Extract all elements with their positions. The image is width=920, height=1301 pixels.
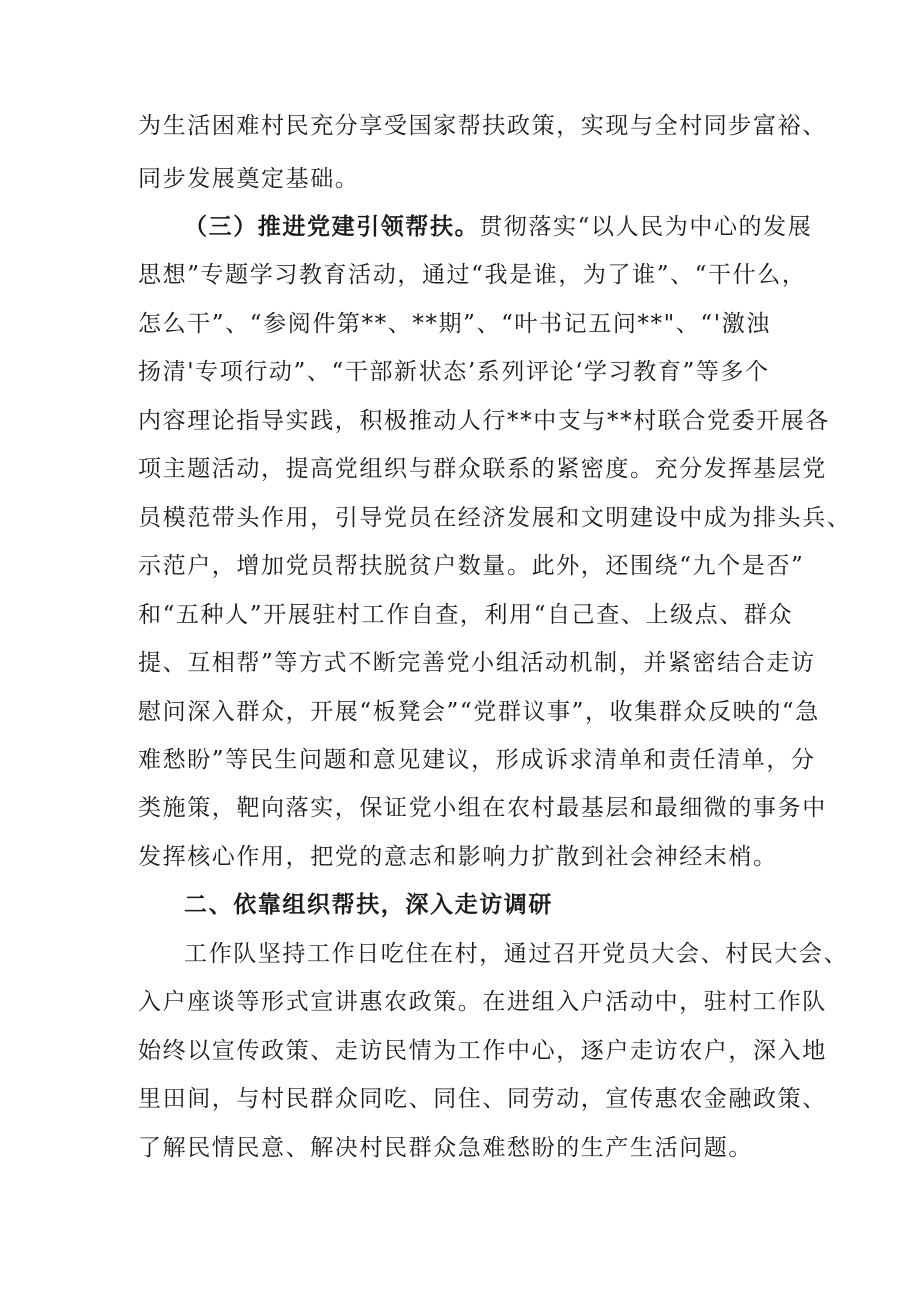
section-heading: 二、依靠组织帮扶，深入走访调研	[184, 891, 553, 918]
paragraph-text: 贯彻落实“以人民为中心的发展	[479, 214, 813, 240]
paragraph-line	[184, 212, 812, 242]
paragraph-line: 类施策，靶向落实，保证党小组在农村最基层和最细微的事务中	[138, 795, 827, 821]
paragraph-line: 了解民情民意、解决村民群众急难愁盼的生产生活问题。	[138, 1135, 753, 1161]
paragraph-line: 发挥核心作用，把党的意志和影响力扩散到社会神经末梢。	[138, 844, 778, 870]
paragraph-line: 始终以宣传政策、走访民情为工作中心，逐户走访农户，深入地	[138, 1038, 827, 1064]
paragraph-line: 内容理论指导实践，积极推动人行**中支与**村联合党委开展各	[138, 408, 830, 434]
paragraph-line: 里田间，与村民群众同吃、同住、同劳动，宣传惠农金融政策、	[138, 1086, 827, 1112]
paragraph-line: 提、互相帮”等方式不断完善党小组活动机制，并紧密结合走访	[138, 650, 816, 676]
paragraph-line: 项主题活动，提高党组织与群众联系的紧密度。充分发挥基层党	[138, 456, 827, 482]
paragraph-line: 为生活困难村民充分享受国家帮扶政策，实现与全村同步富裕、	[138, 113, 827, 139]
paragraph-line: 扬清'专项行动”、“干部新状态’系列评论‘学习教育”等多个	[138, 359, 770, 385]
paragraph-line: 思想”专题学习教育活动，通过“我是谁，为了谁”、“干什么，	[138, 262, 807, 288]
paragraph-line: 慰问深入群众，开展“板凳会”“党群议事”，收集群众反映的“急	[138, 699, 820, 725]
paragraph-line: 难愁盼”等民生问题和意见建议，形成诉求清单和责任清单，分	[138, 747, 816, 773]
paragraph-line: 怎么干”、“参阅件第**、**期”、“叶书记五问**"、“'激浊	[138, 311, 771, 337]
paragraph-line: 同步发展奠定基础。	[138, 166, 360, 192]
paragraph-line: 示范户，增加党员帮扶脱贫户数量。此外，还围绕“九个是否”	[138, 553, 805, 579]
paragraph-line: 员模范带头作用，引导党员在经济发展和文明建设中成为排头兵、	[138, 505, 852, 531]
paragraph-line: 入户座谈等形式宣讲惠农政策。在进组入户活动中，驻村工作队	[138, 989, 827, 1015]
paragraph-line: 和“五种人”开展驻村工作自查，利用“自己查、上级点、群众	[138, 602, 794, 628]
paragraph-line: 工作队坚持工作日吃住在村，通过召开党员大会、村民大会、	[184, 941, 849, 967]
section-subheading: （三）推进党建引领帮扶。	[184, 213, 480, 240]
